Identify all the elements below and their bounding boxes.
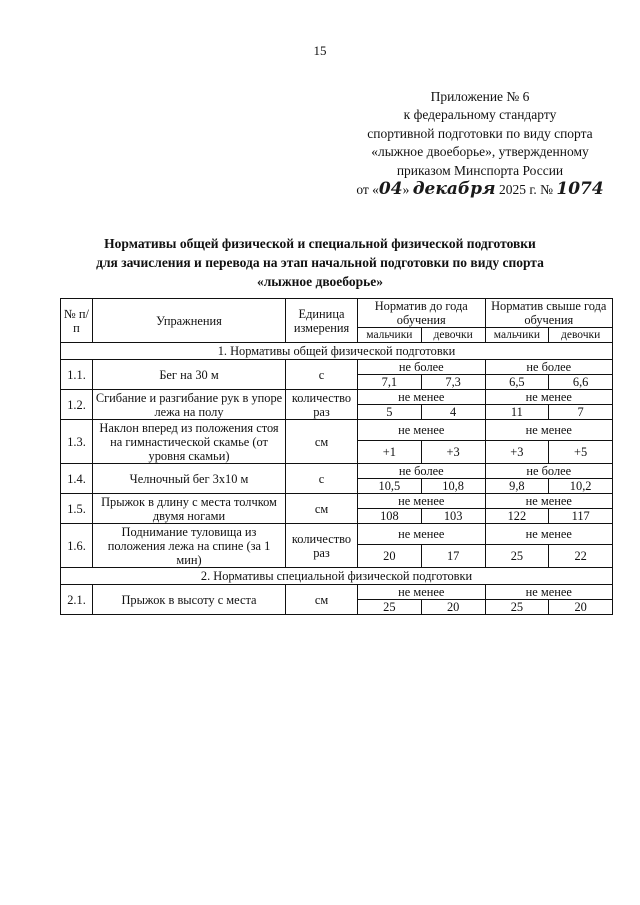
value-cell: 108	[358, 509, 422, 524]
row-exercise: Поднимание туловища из положения лежа на спине (за 1 мин)	[93, 524, 286, 568]
row-condition: не менее	[358, 494, 486, 509]
value-cell: 20	[549, 600, 613, 615]
value-cell: 5	[358, 405, 422, 420]
row-condition: не более	[485, 360, 613, 375]
row-num: 1.4.	[61, 464, 93, 494]
appendix-block	[330, 88, 630, 199]
section-title: 1. Нормативы общей физической подготовки	[61, 343, 613, 360]
table-row	[61, 420, 613, 441]
date-prefix: от «	[356, 182, 379, 198]
value-cell: 9,8	[485, 479, 549, 494]
row-condition: не менее	[485, 494, 613, 509]
row-exercise: Прыжок в высоту с места	[93, 585, 286, 615]
table-row	[61, 464, 613, 479]
header-unit: Единица измерения	[286, 299, 358, 343]
table-row	[61, 494, 613, 509]
appendix-line: Приложение № 6	[430, 89, 530, 104]
section-row	[61, 568, 613, 585]
row-unit: количество раз	[286, 524, 358, 568]
title-line: «лыжное двоеборье»	[256, 274, 384, 289]
table-header-row	[61, 299, 613, 328]
appendix-line: приказом Минспорта России	[396, 162, 564, 178]
appendix-line: к федеральному стандарту	[403, 107, 557, 123]
row-unit: количество раз	[286, 390, 358, 420]
header-norm-after-year: Норматив свыше года обучения	[485, 299, 613, 328]
row-condition: не менее	[358, 585, 486, 600]
header-girls: девочки	[421, 328, 485, 343]
appendix-line: «лыжное двоеборье», утвержденному	[371, 144, 589, 160]
row-condition: не более	[358, 464, 486, 479]
value-cell: +3	[421, 441, 485, 464]
header-boys: мальчики	[358, 328, 422, 343]
row-condition: не более	[358, 360, 486, 375]
value-cell: 103	[421, 509, 485, 524]
date-sep: »	[402, 182, 410, 198]
header-exercise: Упражнения	[93, 299, 286, 343]
row-num: 1.1.	[61, 360, 93, 390]
value-cell: 25	[485, 545, 549, 568]
row-exercise: Сгибание и разгибание рук в упоре лежа на полу	[93, 390, 286, 420]
title-line: Нормативы общей физической и специальной физической подготовки	[104, 236, 536, 251]
row-num: 1.3.	[61, 420, 93, 464]
value-cell: 25	[358, 600, 422, 615]
row-unit: см	[286, 585, 358, 615]
value-cell: 25	[485, 600, 549, 615]
appendix-line: спортивной подготовки по виду спорта	[367, 125, 593, 141]
norms-table	[60, 298, 613, 615]
row-unit: с	[286, 360, 358, 390]
value-cell: 7,1	[358, 375, 422, 390]
value-cell: +3	[485, 441, 549, 464]
value-cell: 7,3	[421, 375, 485, 390]
order-date-line	[330, 180, 630, 199]
title-line: для зачисления и перевода на этап начальной подготовки по виду спорта	[96, 255, 544, 270]
value-cell: 4	[421, 405, 485, 420]
row-condition: не более	[485, 464, 613, 479]
value-cell: 10,8	[421, 479, 485, 494]
table-row	[61, 390, 613, 405]
row-unit: с	[286, 464, 358, 494]
row-num: 1.2.	[61, 390, 93, 420]
value-cell: 20	[358, 545, 422, 568]
handwritten-day: 04	[378, 179, 403, 200]
value-cell: 7	[549, 405, 613, 420]
row-condition: не менее	[358, 390, 486, 405]
header-num: № п/п	[61, 299, 93, 343]
handwritten-order-number: 1074	[556, 179, 604, 200]
value-cell: 6,5	[485, 375, 549, 390]
row-exercise: Бег на 30 м	[93, 360, 286, 390]
value-cell: 10,2	[549, 479, 613, 494]
value-cell: 17	[421, 545, 485, 568]
section-title: 2. Нормативы специальной физической подготовки	[61, 568, 613, 585]
table-row	[61, 524, 613, 545]
row-condition: не менее	[358, 524, 486, 545]
value-cell: +1	[358, 441, 422, 464]
section-row	[61, 343, 613, 360]
value-cell: 10,5	[358, 479, 422, 494]
value-cell: 117	[549, 509, 613, 524]
handwritten-month: декабря	[412, 179, 496, 200]
row-num: 2.1.	[61, 585, 93, 615]
value-cell: +5	[549, 441, 613, 464]
date-year: 2025 г. №	[498, 182, 553, 198]
row-condition: не менее	[485, 524, 613, 545]
row-unit: см	[286, 494, 358, 524]
row-condition: не менее	[485, 390, 613, 405]
page-number: 15	[313, 43, 327, 58]
row-condition: не менее	[485, 585, 613, 600]
row-condition: не менее	[358, 420, 486, 441]
header-boys: мальчики	[485, 328, 549, 343]
table-row	[61, 360, 613, 375]
row-exercise: Наклон вперед из положения стоя на гимнастической скамье (от уровня скамьи)	[93, 420, 286, 464]
row-condition: не менее	[485, 420, 613, 441]
row-num: 1.5.	[61, 494, 93, 524]
value-cell: 20	[421, 600, 485, 615]
table-row	[61, 585, 613, 600]
value-cell: 122	[485, 509, 549, 524]
header-norm-first-year: Норматив до года обучения	[358, 299, 486, 328]
value-cell: 22	[549, 545, 613, 568]
value-cell: 6,6	[549, 375, 613, 390]
header-girls: девочки	[549, 328, 613, 343]
row-exercise: Челночный бег 3х10 м	[93, 464, 286, 494]
document-title	[40, 234, 600, 291]
row-unit: см	[286, 420, 358, 464]
row-exercise: Прыжок в длину с места толчком двумя ногами	[93, 494, 286, 524]
value-cell: 11	[485, 405, 549, 420]
row-num: 1.6.	[61, 524, 93, 568]
